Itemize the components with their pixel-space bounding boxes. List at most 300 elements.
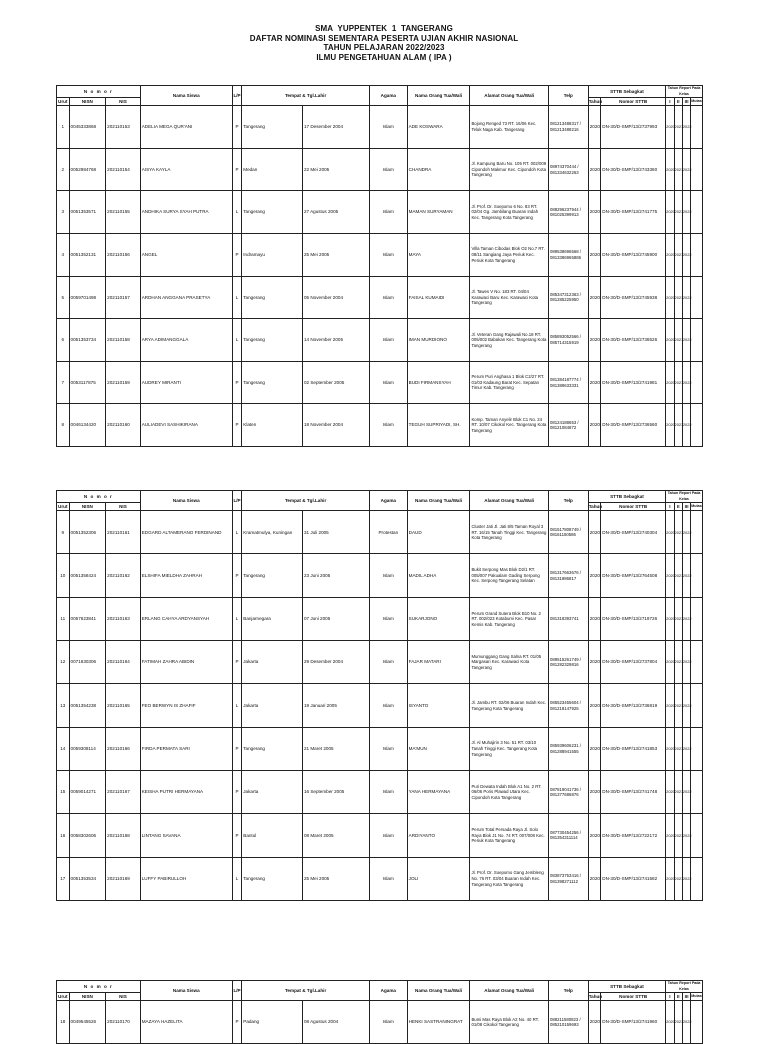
birthplace-cell: Tangerang [242,106,303,149]
birthdate-cell: 22 Mei 2005 [302,148,369,191]
sttb-number-cell: DN-30/D-SMP/13/2719726 [601,597,666,640]
nis-cell: 202110158 [106,319,141,362]
nis-cell: 202110168 [106,814,141,857]
header-agama: Agama [369,491,407,511]
header-nama: Nama Siswa [140,981,232,1001]
table-row [57,814,703,857]
class-1-year-cell: 2020 [666,597,674,640]
nisn-cell: 0058302606 [69,814,106,857]
parent-name-cell: HENKI SASTRANINGRAT [407,1001,470,1044]
academic-year: TAHUN PELAJARAN 2022/2023 [323,43,445,52]
header-nisn: NISN [69,993,106,1001]
class-1-year-cell: 2020 [666,727,674,770]
class-3-year-cell: 2022 [682,1001,690,1044]
student-name-cell: ARDHAN ANGGANA PRASETYA [140,276,232,319]
header-ttl: Tempat & Tgl.Lahir [242,981,370,1001]
class-3-year-cell: 2022 [682,684,690,727]
student-name-cell: ELSHIFA MIELDHA ZAHRAH [140,554,232,597]
nisn-cell: 0045333868 [69,106,106,149]
mutation-cell [691,276,703,319]
row-number: 18 [57,1001,70,1044]
phone-cell: 089538696568 / 0813386965886 [548,233,588,276]
address-cell: Jl. Prof. Dr. Soepomo Gang Jembleng No. 76 RT. 03/04 Buaran Indah Kec. Tangerang Kota Tangerang [470,857,549,900]
nis-cell: 202110165 [106,684,141,727]
birthdate-cell: 29 Desember 2004 [302,641,369,684]
table-row [57,641,703,684]
header-nis: NIS [106,98,141,106]
gender-cell: L [232,276,241,319]
header-kelas-1: I [666,993,674,1001]
mutation-cell [691,814,703,857]
class-1-year-cell: 2020 [666,319,674,362]
class-1-year-cell: 2020 [666,554,674,597]
birthplace-cell: Jakarta [242,770,303,813]
nis-cell: 202110161 [106,511,141,554]
nis-cell: 202110159 [106,361,141,404]
header-nomor: N o m o r [57,981,141,993]
header-mutasi: Mutasi [691,98,703,106]
table-row [57,361,703,404]
nisn-cell: 0049545526 [69,1001,106,1044]
parent-name-cell: MAMAN SURYAMAN [407,191,470,234]
table-row [57,106,703,149]
birthplace-cell: Tangerang [242,554,303,597]
sttb-number-cell: DN-30/D-SMP/13/2722172 [601,814,666,857]
birthdate-cell: 23 Juni 2005 [302,554,369,597]
religion-cell: Islam [369,148,407,191]
class-2-year-cell: 2021 [674,361,682,404]
birthdate-cell: 21 Maret 2005 [302,727,369,770]
header-tahun: Tahun [588,503,603,509]
religion-cell: Islam [369,641,407,684]
nomination-table [56,85,703,447]
sttb-year-cell: 2020 [588,148,601,191]
religion-cell: Islam [369,857,407,900]
class-1-year-cell: 2020 [666,684,674,727]
header-nisn: NISN [69,503,106,511]
nisn-cell: 0051353734 [69,319,106,362]
table-row [57,727,703,770]
birthdate-cell: 25 Mei 2005 [302,857,369,900]
class-2-year-cell: 2021 [674,233,682,276]
mutation-cell [691,148,703,191]
sttb-year-cell: 2020 [588,319,601,362]
sttb-year-cell: 2020 [588,857,601,900]
class-1-year-cell: 2020 [666,233,674,276]
gender-cell: P [232,361,241,404]
phone-cell: 081317663676 / 08131986817 [548,554,588,597]
class-1-year-cell: 2020 [666,857,674,900]
student-name-cell: AULIADEVI SASHIKIRANA [140,404,232,447]
student-name-cell: ADELIA MEGA QUR'ANI [140,106,232,149]
sttb-number-cell: DN-30/D-SMP/13/2741775 [601,191,666,234]
row-number: 14 [57,727,70,770]
religion-cell: Islam [369,319,407,362]
table-row [57,597,703,640]
phone-cell: 081384187774 / 081389633331 [548,361,588,404]
class-2-year-cell: 2021 [674,597,682,640]
parent-name-cell: MAYA [407,233,470,276]
student-name-cell: FATIMAH ZAHRA ABIDIN [140,641,232,684]
phone-cell: 087819041736 / 081377686876 [548,770,588,813]
nis-cell: 202110153 [106,106,141,149]
nis-cell: 202110167 [106,770,141,813]
gender-cell: L [232,191,241,234]
birthplace-cell: Padang [242,1001,303,1044]
address-cell: Jl. Veteran Gang Rajawali No.18 RT. 005/002 Babakan Kec. Tangerang Kota Tangerang [470,319,549,362]
class-3-year-cell: 2022 [682,106,690,149]
row-number: 11 [57,597,70,640]
religion-cell: Islam [369,361,407,404]
row-number: 7 [57,361,70,404]
nisn-cell: 0059014271 [69,770,106,813]
address-cell: Perum Total Persada Raya Jl. Solo Raya Blok J1 No. 74 RT. 007/008 Kec. Periuk Kota Tangerang [470,814,549,857]
class-1-year-cell: 2020 [666,191,674,234]
sttb-year-cell: 2020 [588,276,601,319]
header-nomor: N o m o r [57,491,141,503]
birthplace-cell: Klaten [242,404,303,447]
header-nomor-sttb: Nomor STTB [601,993,666,1001]
sttb-year-cell: 2020 [588,770,601,813]
header-sttb: STTB Sebagkat [588,491,665,503]
sttb-year-cell: 2020 [588,361,601,404]
header-ortu: Nama Orang Tua/Wali [407,981,470,1001]
nisn-cell: 0051358424 [69,554,106,597]
nisn-cell: 0051352306 [69,511,106,554]
sttb-number-cell: DN-30/D-SMP/13/2764508 [601,554,666,597]
phone-cell: 08974370444 / 081334632263 [548,148,588,191]
sttb-number-cell: DN-30/D-SMP/13/2740304 [601,511,666,554]
gender-cell: P [232,1001,241,1044]
parent-name-cell: CHANDRA [407,148,470,191]
header-sttb: STTB Sebagkat [588,86,665,98]
class-2-year-cell: 2021 [674,276,682,319]
parent-name-cell: JOLI [407,857,470,900]
class-1-year-cell: 2020 [666,148,674,191]
header-tahun-report: Tahun Report Pada Kelas [666,981,703,993]
parent-name-cell: IMAN MURDIONO [407,319,470,362]
header-alamat: Alamat Orang Tua/Wali [470,86,549,106]
class-1-year-cell: 2020 [666,1001,674,1044]
phone-cell: 081318393741 [548,597,588,640]
class-2-year-cell: 2021 [674,148,682,191]
birthplace-cell: Jakarta [242,641,303,684]
sttb-year-cell: 2020 [588,554,601,597]
religion-cell: Islam [369,404,407,447]
religion-cell: Islam [369,1001,407,1044]
nisn-cell: 0071630306 [69,641,106,684]
header-telp: Telp [548,491,588,511]
birthdate-cell: 16 September 2005 [302,770,369,813]
class-2-year-cell: 2021 [674,511,682,554]
religion-cell: Islam [369,276,407,319]
header-kelas-1: I [666,503,674,511]
table-row [57,770,703,813]
address-cell: Mumunggang Gang Salna RT. 01/05 Margasari Kec. Karawaci Kota Tangerang [470,641,549,684]
parent-name-cell: BUDI FIRMANSYAH [407,361,470,404]
mutation-cell [691,727,703,770]
sttb-number-cell: DN-30/D-SMP/13/2741981 [601,361,666,404]
sttb-number-cell: DN-30/D-SMP/13/2741960 [601,1001,666,1044]
sttb-year-cell: 2020 [588,191,601,234]
phone-cell: 087730454256 / 081354311114 [548,814,588,857]
mutation-cell [691,1001,703,1044]
address-cell: Perum Grand Sutera Blok B10 No. 2 RT. 002/023 Kotabumi Kec. Pasar Kemis Kab. Tangerang [470,597,549,640]
class-3-year-cell: 2022 [682,191,690,234]
phone-cell: 089515261749 / 081282329816 [548,641,588,684]
parent-name-cell: ISYANTO [407,684,470,727]
birthplace-cell: Jakarta [242,684,303,727]
class-3-year-cell: 2022 [682,319,690,362]
header-lp: L/P [232,981,241,1001]
row-number: 16 [57,814,70,857]
birthplace-cell: Banjarnegara [242,597,303,640]
class-2-year-cell: 2021 [674,684,682,727]
header-agama: Agama [369,86,407,106]
birthplace-cell: Kramatmulya, Kuningan [242,511,303,554]
header-kelas-1: I [666,98,674,106]
row-number: 1 [57,106,70,149]
header-tahun: Tahun [588,98,603,104]
sttb-year-cell: 2020 [588,106,601,149]
header-tahun-report: Tahun Report Pada Kelas [666,491,703,503]
table-row [57,404,703,447]
class-3-year-cell: 2022 [682,361,690,404]
class-1-year-cell: 2020 [666,770,674,813]
student-name-cell: LUFFY PABIRULLOH [140,857,232,900]
mutation-cell [691,191,703,234]
header-alamat: Alamat Orang Tua/Wali [470,981,549,1001]
parent-name-cell: MA'MUN [407,727,470,770]
birthdate-cell: 27 Agustus 2005 [302,191,369,234]
birthdate-cell: 14 November 2005 [302,319,369,362]
parent-name-cell: TEGUH SUPRIYADI, SH. [407,404,470,447]
nis-cell: 202110155 [106,191,141,234]
phone-cell: 088296237944 / 081025399913 [548,191,588,234]
nis-cell: 202110170 [106,1001,141,1044]
birthdate-cell: 17 Desember 2004 [302,106,369,149]
header-urut: Urut [58,503,68,509]
nisn-cell: 0051352131 [69,233,106,276]
birthplace-cell: Indramayu [242,233,303,276]
birthplace-cell: Tangerang [242,857,303,900]
class-2-year-cell: 2021 [674,319,682,362]
address-cell: Cluster Jati Jl. Jati 8/5 Taman Royal 3 RT. 16/15 Tanah Tinggi Kec. Tangerang Kota Tangerang [470,511,549,554]
mutation-cell [691,106,703,149]
row-number: 2 [57,148,70,191]
header-mutasi: Mutasi [691,503,703,511]
gender-cell: P [232,106,241,149]
religion-cell: Islam [369,684,407,727]
header-agama: Agama [369,981,407,1001]
header-nomor: N o m o r [57,86,141,98]
phone-cell: 085939606231 / 081288941555 [548,727,588,770]
class-3-year-cell: 2022 [682,770,690,813]
nomination-table [56,490,703,901]
nisn-cell: 0053117875 [69,361,106,404]
address-cell: Jl. Kampung Baru No. 105 RT. 002/009 Cipondoh Makmur Kec. Cipondoh Kota Tangerang [470,148,549,191]
birthdate-cell: 18 November 2004 [302,404,369,447]
header-nama: Nama Siswa [140,86,232,106]
nis-cell: 202110169 [106,857,141,900]
nis-cell: 202110163 [106,597,141,640]
mutation-cell [691,641,703,684]
sttb-number-cell: DN-30/D-SMP/13/2745938 [601,276,666,319]
header-nomor-sttb: Nomor STTB [601,503,666,511]
class-3-year-cell: 2022 [682,554,690,597]
sttb-year-cell: 2020 [588,233,601,276]
header-kelas-3: III [682,993,690,1001]
religion-cell: Islam [369,727,407,770]
program-name: ILMU PENGETAHUAN ALAM ( IPA ) [316,52,452,62]
nisn-cell: 0059308114 [69,727,106,770]
sttb-number-cell: DN-30/D-SMP/13/2743360 [601,148,666,191]
header-nisn: NISN [69,98,106,106]
mutation-cell [691,554,703,597]
class-2-year-cell: 2021 [674,770,682,813]
birthplace-cell: Tangerang [242,727,303,770]
student-name-cell: ANGEL [140,233,232,276]
table-row [57,684,703,727]
birthplace-cell: Tangerang [242,276,303,319]
birthdate-cell: 19 Januari 2005 [302,684,369,727]
class-3-year-cell: 2022 [682,597,690,640]
header-alamat: Alamat Orang Tua/Wali [470,491,549,511]
row-number: 5 [57,276,70,319]
class-3-year-cell: 2022 [682,404,690,447]
mutation-cell [691,511,703,554]
birthplace-cell: Medan [242,148,303,191]
gender-cell: L [232,684,241,727]
parent-name-cell: FAJAR MATARI [407,641,470,684]
class-3-year-cell: 2022 [682,727,690,770]
class-2-year-cell: 2021 [674,554,682,597]
header-nomor-sttb: Nomor STTB [601,98,666,106]
address-cell: Villa Taman Cibodas Blok O2 No.7 RT. 08/11 Sangiang Jaya Periuk Kec. Periuk Kota Tangerang [470,233,549,276]
birthplace-cell: Bantul [242,814,303,857]
religion-cell: Islam [369,233,407,276]
row-number: 3 [57,191,70,234]
row-number: 17 [57,857,70,900]
row-number: 12 [57,641,70,684]
nomination-table [56,980,703,1044]
religion-cell: Islam [369,814,407,857]
gender-cell: P [232,148,241,191]
class-3-year-cell: 2022 [682,233,690,276]
mutation-cell [691,233,703,276]
class-3-year-cell: 2022 [682,857,690,900]
religion-cell: Islam [369,770,407,813]
class-2-year-cell: 2021 [674,727,682,770]
class-3-year-cell: 2022 [682,276,690,319]
parent-name-cell: YANA HERMAYANA [407,770,470,813]
class-1-year-cell: 2020 [666,106,674,149]
table-row [57,191,703,234]
sttb-year-cell: 2020 [588,597,601,640]
student-name-cell: LINTANG SAVANA [140,814,232,857]
gender-cell: P [232,404,241,447]
header-kelas-2: II [674,98,682,106]
nis-cell: 202110154 [106,148,141,191]
nis-cell: 202110156 [106,233,141,276]
address-cell: Komp. Taman Anyelir Blok C1 No. 24 RT. 10/07 Cikokol Kec. Tangerang Kota Tangerang [470,404,549,447]
document-title: DAFTAR NOMINASI SEMENTARA PESERTA UJIAN AKHIR NASIONAL [249,33,519,43]
nisn-cell: 0051354238 [69,684,106,727]
mutation-cell [691,361,703,404]
nis-cell: 202110157 [106,276,141,319]
table-row [57,554,703,597]
sttb-year-cell: 2020 [588,404,601,447]
header-mutasi: Mutasi [691,993,703,1001]
phone-cell: 081213488317 / 081213488216 [548,106,588,149]
address-cell: Puri Dewata Indah Blok A1 No. 2 RT. 06/06 Poris Plawad Utara Kec. Cipondoh Kota Tangerang [470,770,549,813]
gender-cell: L [232,511,241,554]
header-tahun: Tahun [588,993,603,999]
student-name-cell: ANDHIKA SURYA SYAH PUTRA [140,191,232,234]
school-name: SMA YUPPENTEK 1 TANGERANG [315,24,453,33]
header-kelas-2: II [674,503,682,511]
class-1-year-cell: 2020 [666,276,674,319]
birthdate-cell: 08 Maret 2005 [302,814,369,857]
birthdate-cell: 31 Juli 2005 [302,511,369,554]
table-row [57,1001,703,1044]
birthplace-cell: Tangerang [242,361,303,404]
row-number: 15 [57,770,70,813]
table-row [57,233,703,276]
birthdate-cell: 25 Mei 2005 [302,233,369,276]
religion-cell: Islam [369,191,407,234]
header-ortu: Nama Orang Tua/Wali [407,86,470,106]
class-2-year-cell: 2021 [674,191,682,234]
sttb-number-cell: DN-30/D-SMP/13/2737993 [601,106,666,149]
class-2-year-cell: 2021 [674,1001,682,1044]
sttb-number-cell: DN-30/D-SMP/13/2736819 [601,684,666,727]
student-name-cell: MAZAYA HAZELITA [140,1001,232,1044]
birthdate-cell: 05 November 2004 [302,276,369,319]
parent-name-cell: MADIL ADHA [407,554,470,597]
sttb-year-cell: 2020 [588,641,601,684]
row-number: 6 [57,319,70,362]
student-name-cell: ERLANG CAHYA ARDYANSYAH [140,597,232,640]
religion-cell: Islam [369,597,407,640]
sttb-year-cell: 2020 [588,727,601,770]
student-name-cell: EDGARD ALTAMERANO FERDINAND [140,511,232,554]
phone-cell: 083873753416 / 081398271112 [548,857,588,900]
religion-cell: Islam [369,554,407,597]
header-lp: L/P [232,491,241,511]
table-row [57,276,703,319]
header-ortu: Nama Orang Tua/Wali [407,491,470,511]
address-cell: Jl. Prof. Dr. Soepomo 6 No. 83 RT. 02/04 Gg. Jambilang Buaran Indah Kec. Tangerang Kota Tangerang [470,191,549,234]
nisn-cell: 0052984768 [69,148,106,191]
religion-cell: Protestan [369,511,407,554]
parent-name-cell: DAUD [407,511,470,554]
class-3-year-cell: 2022 [682,511,690,554]
header-kelas-2: II [674,993,682,1001]
header-nama: Nama Siswa [140,491,232,511]
header-urut: Urut [58,98,68,104]
row-number: 9 [57,511,70,554]
gender-cell: P [232,770,241,813]
phone-cell: 08124188653 / 08121084872 [548,404,588,447]
address-cell: Bukit Serpong Mas Blok D2/1 RT. 005/007 Pakualam Gading Serpong Kec. Serpong Tangerang Selatan [470,554,549,597]
header-ttl: Tempat & Tgl.Lahir [242,491,370,511]
header-telp: Telp [548,86,588,106]
phone-cell: 085347312363 / 081285225950 [548,276,588,319]
address-cell: Bojong Renged 73 RT. 16/06 Kec. Teluk Naga Kab. Tangerang [470,106,549,149]
nisn-cell: 0057623841 [69,597,106,640]
class-3-year-cell: 2022 [682,814,690,857]
